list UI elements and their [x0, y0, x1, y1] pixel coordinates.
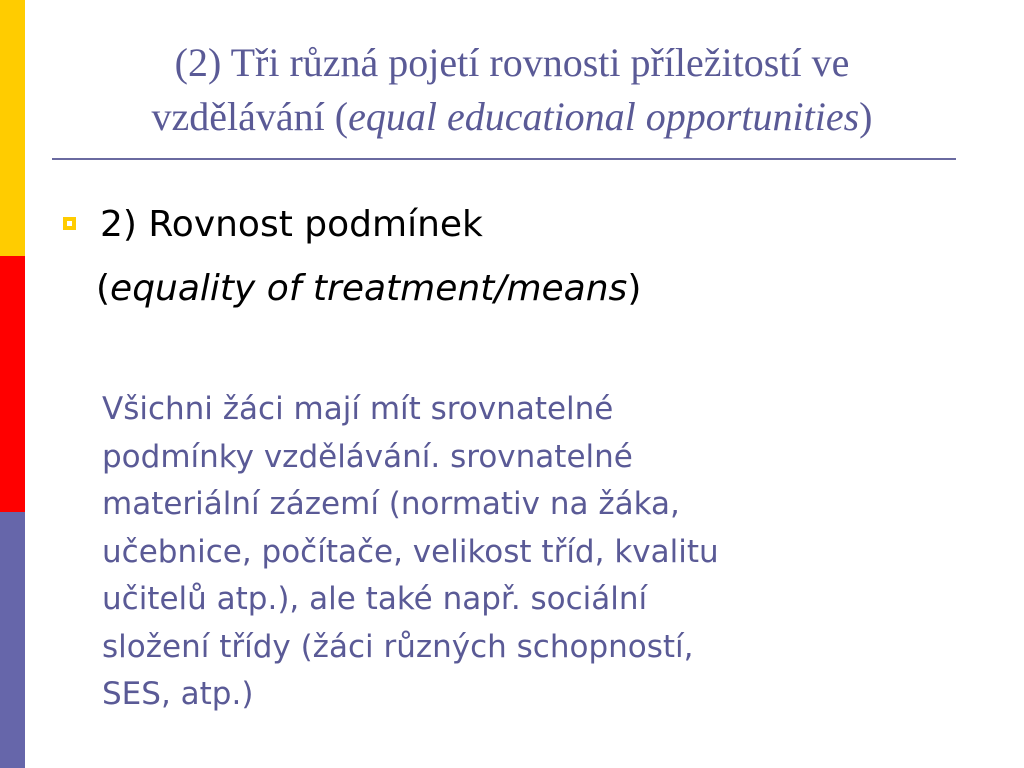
title-line-2-italic: equal educational opportunities: [348, 94, 860, 139]
body-line: SES, atp.): [102, 676, 254, 712]
subheading-suffix: ): [627, 268, 642, 309]
body-paragraph: [102, 386, 962, 719]
body-line: materiální zázemí (normativ na žáka,: [102, 486, 680, 522]
title-line-2-suffix: ): [859, 94, 873, 139]
body-line: podmínky vzdělávání. srovnatelné: [102, 438, 633, 475]
slide-title: [60, 36, 964, 144]
hollow-square-bullet-icon: [63, 217, 76, 230]
title-divider: [52, 158, 956, 160]
side-bar-red: [0, 256, 25, 512]
title-line-2-prefix: vzdělávání (: [151, 94, 349, 139]
body-line: složení třídy (žáci různých schopností,: [102, 628, 694, 665]
subheading-prefix: (: [96, 268, 111, 309]
bullet-subheading: [96, 264, 641, 314]
side-bar-yellow: [0, 0, 25, 256]
body-line: Všichni žáci mají mít srovnatelné: [102, 391, 614, 427]
body-line: učebnice, počítače, velikost tříd, kvalitu: [102, 533, 719, 570]
title-line-1: (2) Tři různá pojetí rovnosti příležitostí ve: [174, 40, 850, 85]
bullet-heading: 2) Rovnost podmínek: [100, 204, 483, 245]
body-line: učitelů atp.), ale také např. sociální: [102, 581, 648, 617]
subheading-italic: equality of treatment/means: [110, 268, 628, 309]
side-bar-blue: [0, 512, 25, 768]
